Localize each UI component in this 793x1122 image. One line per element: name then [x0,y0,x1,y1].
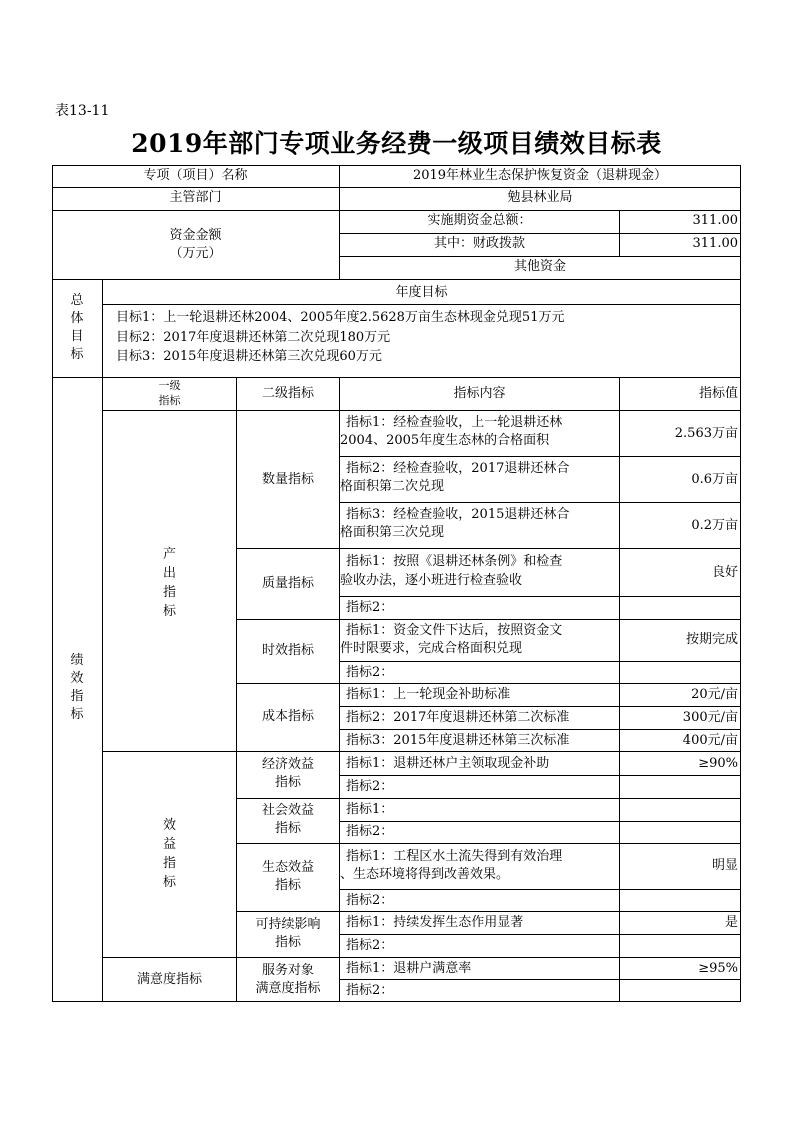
service-item-1: 指标1：退耕户满意率 [346,961,472,976]
quality-item-1-line2: 验收办法，逐小班进行检查验收 [340,573,523,588]
quantity-item-3-line1: 指标3：经检查验收，2015退耕还林合 [346,507,570,522]
timeliness-item-1-line2: 件时限要求，完成合格面积兑现 [340,641,523,656]
sustainable-item-2: 指标2： [346,938,394,953]
timeliness-item-2: 指标2： [346,665,394,680]
goal-item-1: 目标1：上一轮退耕还林2004、2005年度2.5628万亩生态林现金兑现51万元 [116,310,565,325]
fund-label-line2: （万元） [169,246,222,261]
service-item-2: 指标2： [346,983,394,998]
quantity-indicator: 数量指标 [261,472,314,487]
ecological-item-1-line1: 指标1：工程区水土流失得到有效治理 [346,849,563,864]
social-benefit-indicator: 社会效益 指标 [261,803,314,836]
timeliness-indicator: 时效指标 [261,643,314,658]
table-number: 表13-11 [55,103,110,119]
quality-indicator: 质量指标 [261,576,314,591]
fund-fiscal-value: 311.00 [692,236,738,251]
cost-item-3: 指标3：2015年度退耕还林第三次标准 [346,733,570,748]
economic-item-2: 指标2： [346,779,394,794]
economic-benefit-indicator: 经济效益 指标 [261,757,314,790]
cost-item-1-value: 20元/亩 [691,687,738,702]
cost-indicator: 成本指标 [261,709,314,724]
sustainable-impact-indicator: 可持续影响 指标 [255,917,321,950]
ecological-item-1-line2: 、生态环境将得到改善效果。 [340,867,510,882]
quantity-item-1-line1: 指标1：经检查验收，上一轮退耕还林 [346,415,563,430]
fund-label-line1: 资金金额 [169,228,222,243]
fund-other-label: 其他资金 [513,259,566,274]
cost-item-2-value: 300元/亩 [682,710,738,725]
cost-item-2: 指标2：2017年度退耕还林第二次标准 [346,710,570,725]
economic-item-1-value: ≥90% [698,756,738,771]
col-level1-header: 一级 指标 [158,379,181,407]
satisfaction-indicator-label: 满意度指标 [136,972,202,987]
fund-total-value: 311.00 [692,213,738,228]
ecological-benefit-indicator: 生态效益 指标 [261,860,314,893]
page-title: 2019年部门专项业务经费一级项目绩效目标表 [131,129,662,158]
project-name-value: 2019年林业生态保护恢复资金（退耕现金） [412,168,668,183]
service-satisfaction-indicator: 服务对象 满意度指标 [255,963,321,996]
col-value-header: 指标值 [698,386,738,401]
timeliness-item-1-value: 按期完成 [685,632,738,647]
cost-item-1: 指标1：上一轮现金补助标准 [346,687,511,702]
dept-value: 勉县林业局 [507,190,573,205]
cost-item-3-value: 400元/亩 [682,733,738,748]
fund-total-label: 实施期资金总额： [427,213,532,228]
service-item-1-value: ≥95% [698,961,738,976]
performance-indicator-label: 绩 效 指 标 [70,653,84,722]
goal-item-2: 目标2：2017年度退耕还林第二次兑现180万元 [116,330,391,345]
timeliness-item-1-line1: 指标1：资金文件下达后，按照资金文 [346,623,563,638]
benefit-indicator-label: 效 益 指 标 [162,818,176,890]
sustainable-item-1-value: 是 [724,915,738,930]
ecological-item-2: 指标2： [346,893,394,908]
quality-item-1-value: 良好 [711,565,738,580]
fund-fiscal-label: 其中：财政拨款 [433,236,525,251]
quantity-item-2-value: 0.6万亩 [691,472,738,487]
dept-label: 主管部门 [169,190,222,205]
social-item-1: 指标1： [346,802,394,817]
project-name-label: 专项（项目）名称 [143,168,248,183]
quantity-item-2-line1: 指标2：经检查验收，2017退耕还林合 [346,461,570,476]
quality-item-1-line1: 指标1：按照《退耕还林条例》和检查 [346,554,563,569]
goal-item-3: 目标3：2015年度退耕还林第三次兑现60万元 [116,349,382,364]
ecological-item-1-value: 明显 [711,858,738,873]
quantity-item-3-line2: 格面积第三次兑现 [340,525,445,540]
overall-goal-label: 总 体 目 标 [70,293,84,362]
economic-item-1: 指标1：退耕还林户主领取现金补助 [346,756,550,771]
quality-item-2: 指标2： [346,600,394,615]
quantity-item-1-line2: 2004、2005年度生态林的合格面积 [340,433,550,448]
output-indicator-label: 产 出 指 标 [162,547,176,619]
social-item-2: 指标2： [346,824,394,839]
quantity-item-3-value: 0.2万亩 [691,518,738,533]
sustainable-item-1: 指标1：持续发挥生态作用显著 [346,915,524,930]
col-level2-header: 二级指标 [261,386,314,401]
col-content-header: 指标内容 [453,386,506,401]
quantity-item-1-value: 2.563万亩 [674,426,738,441]
annual-goal-header: 年度目标 [395,285,448,300]
quantity-item-2-line2: 格面积第二次兑现 [340,479,445,494]
